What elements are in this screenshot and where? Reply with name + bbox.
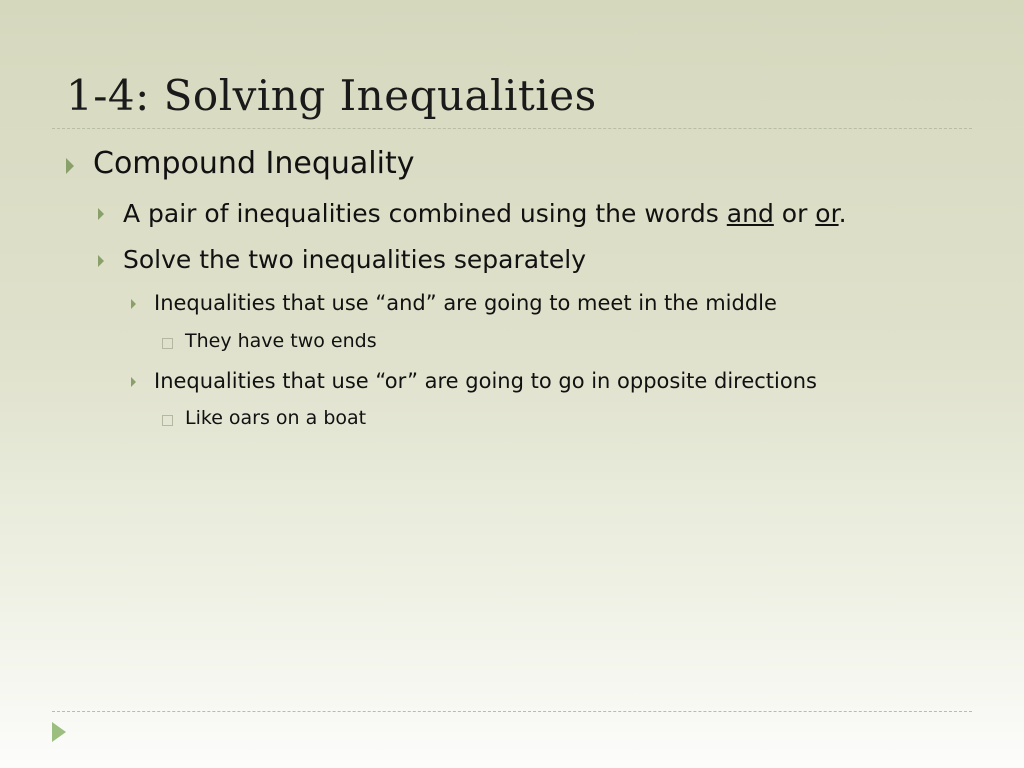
bullet-text-part: A pair of inequalities combined using the words (123, 199, 727, 228)
bullet-text: Inequalities that use “and” are going to meet in the middle (154, 291, 777, 315)
underlined-and: and (726, 199, 774, 228)
bullet-text: Solve the two inequalities separately (123, 245, 587, 274)
play-triangle-icon[interactable] (52, 722, 66, 742)
bullet-arrow-icon (98, 255, 104, 267)
slide-title: 1-4: Solving Inequalities (66, 71, 597, 120)
hollow-square-icon (162, 415, 173, 426)
bullet-arrow-icon (131, 377, 136, 387)
bullet-text: They have two ends (185, 330, 377, 352)
bullet-level3-and-middle (154, 291, 777, 315)
bullet-text: Compound Inequality (93, 146, 415, 181)
hollow-square-icon (162, 338, 173, 349)
footer-divider (52, 711, 972, 712)
underlined-or: or (815, 199, 839, 228)
bullet-level2-pair-of-inequalities (123, 199, 847, 228)
title-divider (52, 128, 972, 129)
bullet-text: Like oars on a boat (185, 407, 367, 429)
bullet-text-part: or (773, 199, 816, 228)
bullet-text-part: . (838, 199, 847, 228)
bullet-level2-solve-separately (123, 245, 586, 274)
bullet-level4-two-ends (185, 330, 377, 352)
bullet-level4-oars (185, 407, 366, 429)
bullet-arrow-icon (66, 158, 74, 174)
bullet-arrow-icon (131, 299, 136, 309)
bullet-arrow-icon (98, 208, 104, 220)
bullet-level1-compound-inequality (93, 146, 414, 181)
bullet-level3-or-opposite (154, 369, 817, 393)
bullet-text: Inequalities that use “or” are going to go in opposite directions (154, 369, 817, 393)
